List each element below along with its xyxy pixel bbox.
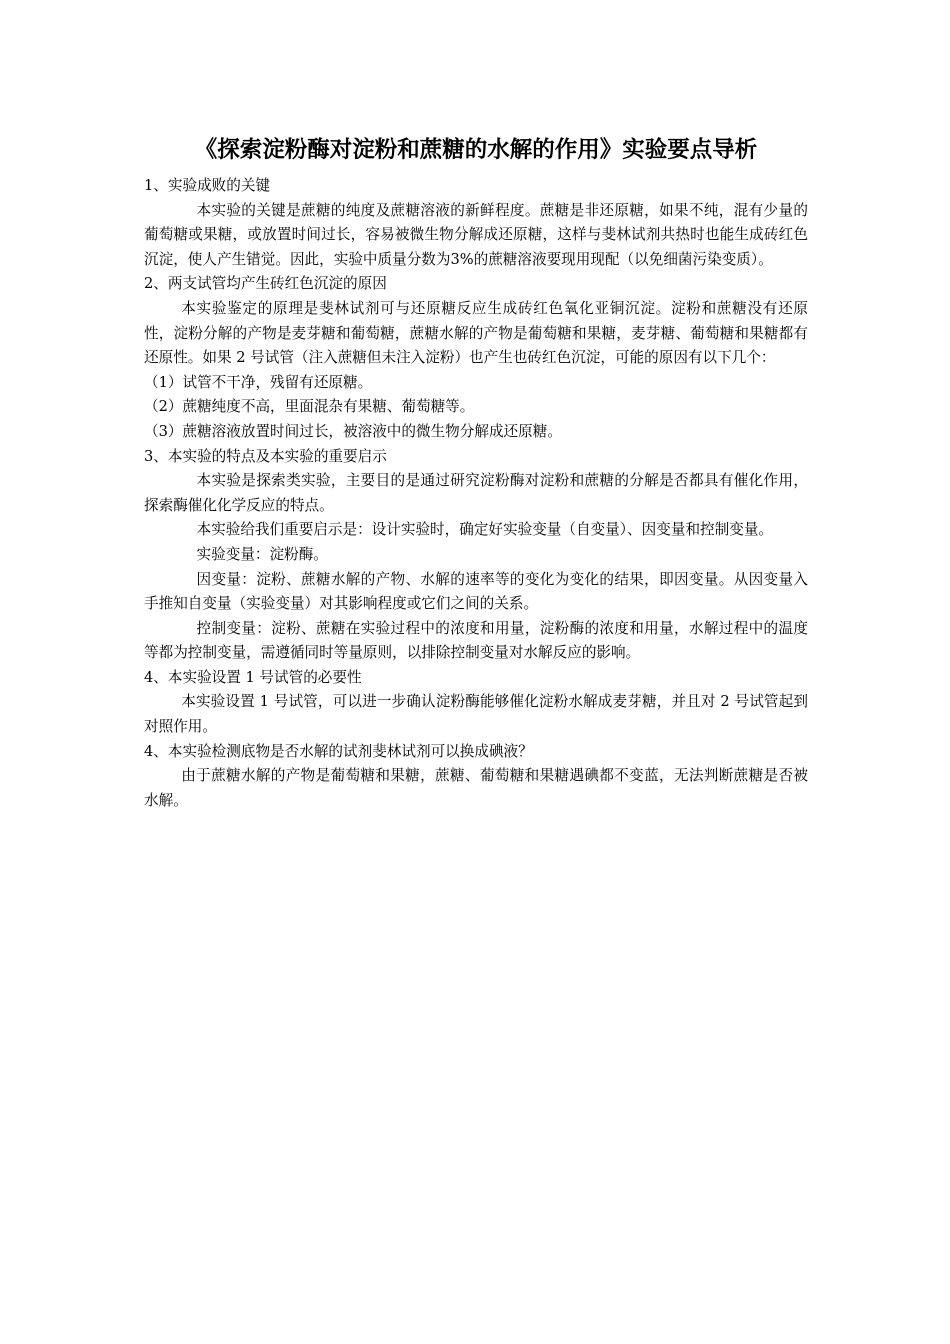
paragraph: 控制变量：淀粉、蔗糖在实验过程中的浓度和用量，淀粉酶的浓度和用量，水解过程中的温度等都为控制变量，需遵循同时等量原则，以排除控制变量对水解反应的影响。	[144, 619, 808, 662]
paragraph: 因变量：淀粉、蔗糖水解的产物、水解的速率等的变化为变化的结果，即因变量。从因变量入手推知自变量（实验变量）对其影响程度或它们之间的关系。	[144, 570, 808, 613]
paragraph: 实验变量：淀粉酶。	[196, 545, 328, 563]
section-heading-2: 2、两支试管均产生砖红色沉淀的原因	[144, 275, 387, 293]
paragraph: 本实验鉴定的原理是斐林试剂可与还原糖反应生成砖红色氧化亚铜沉淀。淀粉和蔗糖没有还原性，淀粉分解的产物是麦芽糖和葡萄糖，蔗糖水解的产物是葡萄糖和果糖，麦芽糖、葡萄糖和果糖都有还原性。如果 2 号试管（注入蔗糖但未注入淀粉）也产生也砖红色沉淀，可能的原因有以下几个：	[144, 299, 808, 367]
paragraph: 本实验设置 1 号试管，可以进一步确认淀粉酶能够催化淀粉水解成麦芽糖，并且对 2 号试管起到对照作用。	[144, 693, 808, 736]
section-heading-4: 4、本实验设置 1 号试管的必要性	[144, 668, 362, 686]
list-item: （1）试管不干净，残留有还原糖。	[144, 373, 373, 391]
paragraph: 本实验的关键是蔗糖的纯度及蔗糖溶液的新鲜程度。蔗糖是非还原糖，如果不纯，混有少量的葡萄糖或果糖，或放置时间过长，容易被微生物分解成还原糖，这样与斐林试剂共热时也能生成砖红色沉淀，使人产生错觉。因此，实验中质量分数为3%的蔗糖溶液要现用现配（以免细菌污染变质）。	[144, 201, 808, 268]
section-heading-3: 3、本实验的特点及本实验的重要启示	[144, 447, 387, 465]
document-title: 《探索淀粉酶对淀粉和蔗糖的水解的作用》实验要点导析	[194, 137, 758, 163]
paragraph: 由于蔗糖水解的产物是葡萄糖和果糖，蔗糖、葡萄糖和果糖遇碘都不变蓝，无法判断蔗糖是否被水解。	[144, 767, 808, 809]
paragraph: 本实验给我们重要启示是：设计实验时，确定好实验变量（自变量）、因变量和控制变量。	[196, 521, 774, 539]
document-page	[144, 132, 808, 813]
section-heading-5: 4、本实验检测底物是否水解的试剂斐林试剂可以换成碘液？	[144, 742, 533, 760]
paragraph: 本实验是探索类实验，主要目的是通过研究淀粉酶对淀粉和蔗糖的分解是否都具有催化作用，探索酶催化化学反应的特点。	[144, 472, 808, 514]
section-heading-1: 1、实验成败的关键	[144, 177, 271, 194]
list-item: （2）蔗糖纯度不高，里面混杂有果糖、葡萄糖等。	[144, 398, 475, 416]
list-item: （3）蔗糖溶液放置时间过长，被溶液中的微生物分解成还原糖。	[144, 422, 562, 440]
